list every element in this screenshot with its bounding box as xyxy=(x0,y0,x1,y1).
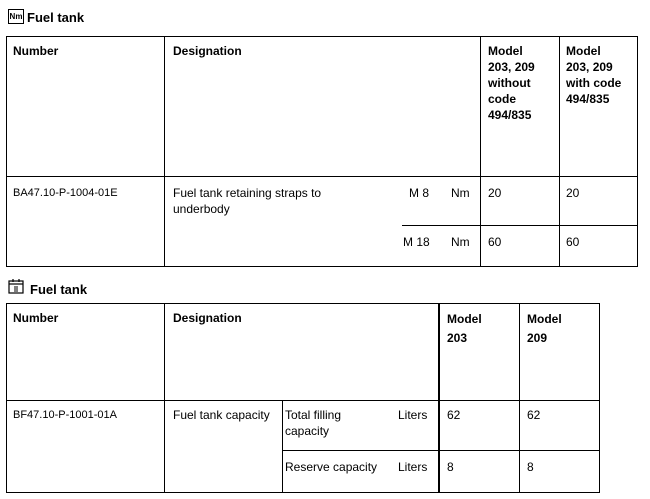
section2-title: Fuel tank xyxy=(30,282,88,297)
sub-value-2: 8 xyxy=(527,460,534,474)
sub-unit: Liters xyxy=(398,460,428,474)
sub-label: Total filling capacity xyxy=(285,408,342,438)
row-designation: Fuel tank retaining straps to underbody xyxy=(173,186,322,216)
sub-value-1: 8 xyxy=(447,460,454,474)
sub-value-2: 20 xyxy=(566,186,580,200)
data-sheet-icon xyxy=(8,279,24,294)
sub-value-2: 62 xyxy=(527,408,541,422)
row-number: BF47.10-P-1001-01A xyxy=(13,409,117,421)
sub-size: M 8 xyxy=(409,186,430,200)
row-number: BA47.10-P-1004-01E xyxy=(13,187,118,199)
sub-unit: Liters xyxy=(398,408,428,422)
header-designation: Designation xyxy=(173,44,242,58)
header-number: Number xyxy=(13,311,59,325)
sub-value-1: 20 xyxy=(488,186,502,200)
sub-unit: Nm xyxy=(451,235,470,249)
header-model-with-code: Model 203, 209 with code 494/835 xyxy=(566,44,622,106)
torque-icon-label: Nm xyxy=(9,12,23,21)
header-designation: Designation xyxy=(173,311,242,325)
sub-value-1: 62 xyxy=(447,408,461,422)
header-model-without-code: Model 203, 209 without code 494/835 xyxy=(488,44,535,122)
sub-unit: Nm xyxy=(451,186,470,200)
sub-value-2: 60 xyxy=(566,235,580,249)
sub-size: M 18 xyxy=(403,235,430,249)
sub-label: Reserve capacity xyxy=(285,460,378,474)
section1-title: Fuel tank xyxy=(27,10,85,25)
torque-icon xyxy=(8,9,24,24)
header-number: Number xyxy=(13,44,59,58)
sub-value-1: 60 xyxy=(488,235,502,249)
row-designation: Fuel tank capacity xyxy=(173,408,270,422)
header-model-203: Model 203 xyxy=(447,312,482,345)
header-model-209: Model 209 xyxy=(527,312,562,345)
